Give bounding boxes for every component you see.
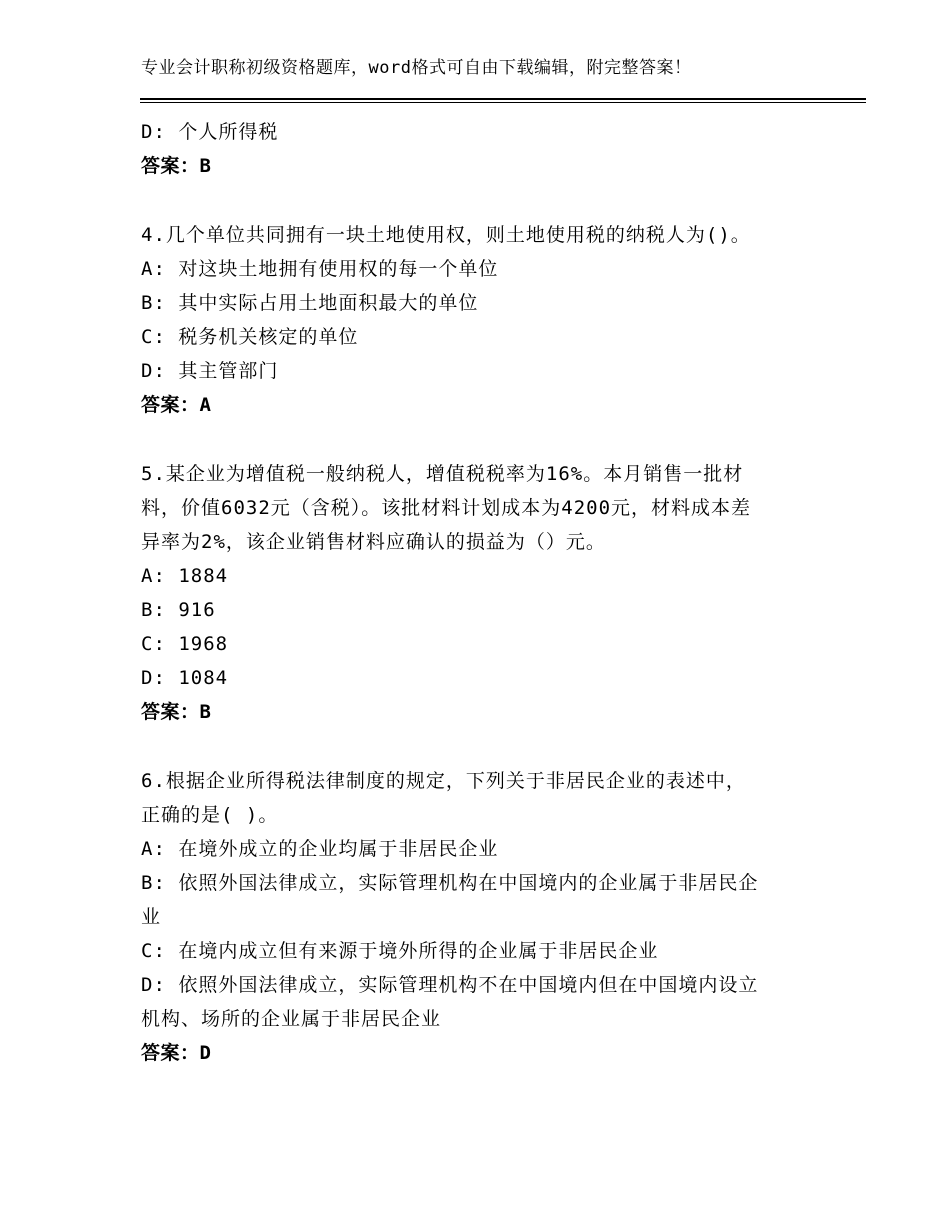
q4-option-b: B: 其中实际占用土地面积最大的单位 xyxy=(141,292,479,314)
q6-option-b-line-1: B: 依照外国法律成立，实际管理机构在中国境内的企业属于非居民企 xyxy=(141,872,759,894)
q6-answer: 答案：D xyxy=(141,1042,212,1064)
header-rule-thin xyxy=(140,102,866,103)
q6-option-a: A: 在境外成立的企业均属于非居民企业 xyxy=(141,838,499,860)
q5-stem-line-2: 料，价值6032元（含税）。该批材料计划成本为4200元，材料成本差 xyxy=(141,497,752,519)
header-rule-thick xyxy=(140,98,866,100)
q4-answer: 答案：A xyxy=(141,394,212,416)
q5-option-c: C: 1968 xyxy=(141,633,229,655)
q5-answer: 答案：B xyxy=(141,701,212,723)
q4-option-d: D: 其主管部门 xyxy=(141,360,279,382)
q5-option-d: D: 1084 xyxy=(141,667,229,689)
q3-option-d: D: 个人所得税 xyxy=(141,121,279,143)
q5-option-b: B: 916 xyxy=(141,599,216,621)
q6-option-b-line-2: 业 xyxy=(141,906,162,928)
q5-option-a: A: 1884 xyxy=(141,565,229,587)
q3-answer: 答案：B xyxy=(141,155,212,177)
q6-stem-line-1: 6.根据企业所得税法律制度的规定，下列关于非居民企业的表述中， xyxy=(141,770,746,792)
q4-option-a: A: 对这块土地拥有使用权的每一个单位 xyxy=(141,258,499,280)
q6-option-d-line-2: 机构、场所的企业属于非居民企业 xyxy=(141,1008,442,1030)
q4-option-c: C: 税务机关核定的单位 xyxy=(141,326,359,348)
page-header: 专业会计职称初级资格题库，word格式可自由下载编辑，附完整答案！ xyxy=(141,58,692,78)
q6-option-c: C: 在境内成立但有来源于境外所得的企业属于非居民企业 xyxy=(141,940,659,962)
q5-stem-line-3: 异率为2%，该企业销售材料应确认的损益为（）元。 xyxy=(141,531,606,553)
q5-stem-line-1: 5.某企业为增值税一般纳税人，增值税税率为16%。本月销售一批材 xyxy=(141,463,744,485)
q4-stem: 4.几个单位共同拥有一块土地使用权，则土地使用税的纳税人为()。 xyxy=(141,224,751,246)
q6-stem-line-2: 正确的是( )。 xyxy=(141,804,279,826)
q6-option-d-line-1: D: 依照外国法律成立，实际管理机构不在中国境内但在中国境内设立 xyxy=(141,974,759,996)
